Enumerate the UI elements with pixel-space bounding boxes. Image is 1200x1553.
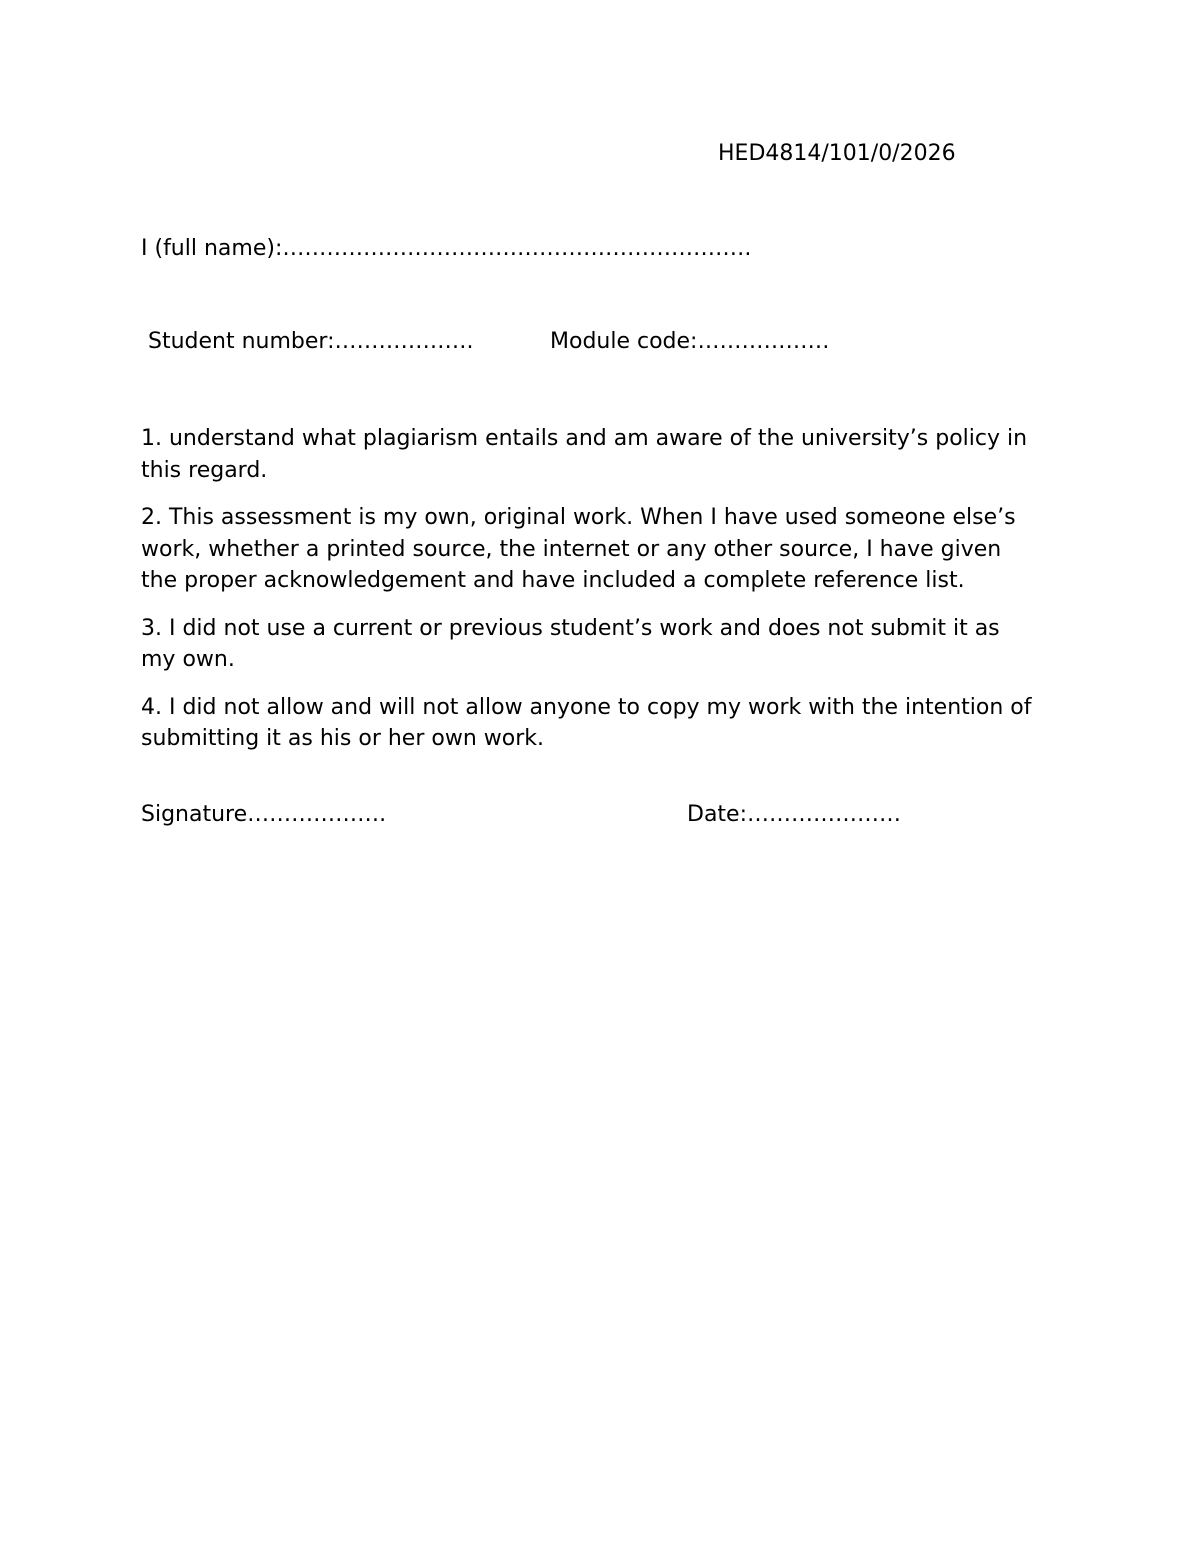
signature-field: Signature………………. [141, 802, 387, 827]
full-name-field: I (full name):………………………………………………………. [141, 236, 752, 261]
declaration-item: 1. understand what plagiarism entails and am aware of the university’s policy in this regard. [141, 426, 1028, 483]
declaration-item: 4. I did not allow and will not allow anyone to copy my work with the intention of submitting it as his or her own work. [141, 694, 1032, 751]
student-number-field: Student number:………………. [148, 329, 474, 354]
declaration-item: 3. I did not use a current or previous student’s work and does not submit it as my own. [141, 615, 1000, 672]
declaration-item: 2. This assessment is my own, original work. When I have used someone else’s work, whether a printed source, the internet or any other source, I have given the proper acknowledgement and have included a complete reference list. [141, 505, 1016, 593]
reference-code: HED4814/101/0/2026 [718, 141, 956, 166]
declaration-list [141, 423, 1041, 771]
module-code-field: Module code:……………… [550, 329, 830, 354]
date-field: Date:………………… [687, 802, 901, 827]
